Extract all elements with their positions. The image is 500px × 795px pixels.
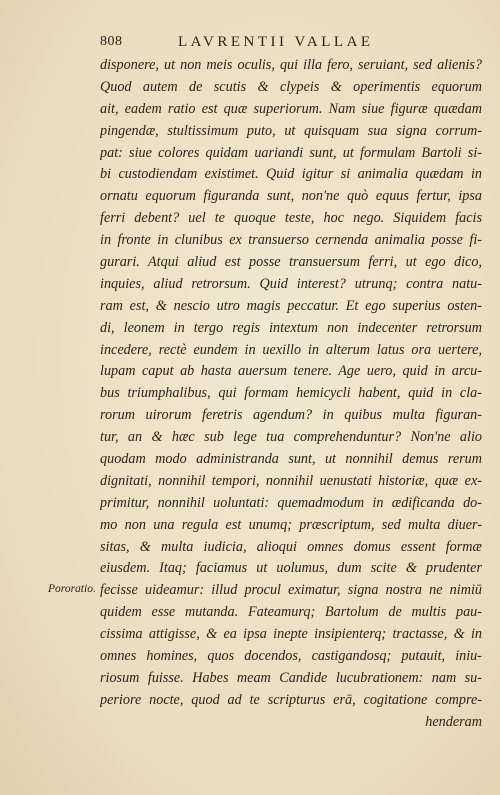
text-line: bus triumphalibus, qui formam hemicycli habent, quid in cla- — [100, 385, 482, 402]
text-line: in fronte in clunibus ex transuerso cernenda animalia posse fi- — [100, 232, 482, 249]
text-line: cissima attigisse, & ea ipsa inepte insipienterq; tractasse, & in — [100, 626, 482, 643]
margin-note: Pororatio. — [48, 583, 96, 595]
text-line: pat: siue colores quidam uariandi sunt, ut formulam Bartoli si- — [100, 144, 482, 161]
text-line: rorum uirorum feretris agendum? in quibus multa figuran- — [100, 407, 482, 424]
text-line: gurari. Atqui aliud est posse transuersum ferri, ut ego dico, — [100, 254, 482, 271]
text-line: bi custodiendam existimet. Quid igitur si animalia quædam in — [100, 166, 482, 183]
text-block — [100, 55, 482, 734]
text-line: disponere, ut non meis oculis, qui illa fero, seruiant, sed alienis? — [100, 57, 482, 73]
text-line: primitur, nonnihil uoluntati: quemadmodum in ædificanda do- — [100, 494, 482, 511]
text-line: quodam modo administranda sunt, ut nonnihil demus rerum — [100, 451, 482, 468]
text-line: incedere, rectè eundem in uexillo in alterum latus ora uertere, — [100, 341, 482, 358]
catchword: henderam — [425, 713, 482, 730]
text-line: sitas, & multa iudicia, alioqui omnes domus essent formæ — [100, 538, 482, 555]
page-number: 808 — [100, 34, 123, 49]
text-line: eiusdem. Itaq; faciamus ut uolumus, dum scite & prudenter — [100, 560, 482, 577]
text-line: di, leonem in tergo regis intextum non indecenter retrorsum — [100, 319, 482, 336]
text-line: omnes homines, quos docendos, castigandosq; putauit, iniu- — [100, 648, 482, 665]
text-line: dignitati, nonnihil tempori, nonnihil uenustati historiæ, quæ ex- — [100, 472, 482, 489]
text-line: lupam caput ab hasta auersum tenere. Age uero, quid in arcu- — [100, 363, 482, 380]
text-line: ornatu equorum figuranda sunt, non'ne quò equus fertur, ipsa — [100, 188, 482, 205]
text-line: Quod autem de scutis & clypeis & operimentis equorum — [100, 78, 482, 95]
text-line: ram est, & nescio utro magis peccatur. Et ego superius osten- — [100, 297, 482, 314]
text-line: tur, an & hæc sub lege tua comprehenduntur? Non'ne alio — [100, 429, 482, 446]
text-line: inquies, aliud retrorsum. Quid interest? utrunq; contra natu- — [100, 275, 482, 292]
text-line: fecisse uideamur: illud procul eximatur, signa nostra ne nimiū — [100, 582, 482, 599]
text-line: ait, eadem ratio est quæ superiorum. Nam siue figuræ quædam — [100, 100, 482, 117]
text-line: pingendæ, stultissimum puto, ut quisquam sua signa corrum- — [100, 122, 482, 139]
page-header — [100, 34, 480, 54]
text-line: quidem esse mutanda. Fateamurq; Bartolum de multis pau- — [100, 604, 482, 621]
text-line: riosum fuisse. Habes meam Candide lucubrationem: nam su- — [100, 669, 482, 686]
running-head: LAVRENTII VALLAE — [178, 34, 374, 50]
text-line: ferri debent? uel te quoque teste, hoc nego. Siquidem facis — [100, 210, 482, 227]
text-line: periore nocte, quod ad te scripturus erā, cogitatione compre- — [100, 691, 482, 708]
text-line: mo non una regula est unumq; præscriptum, sed multa diuer- — [100, 516, 482, 533]
